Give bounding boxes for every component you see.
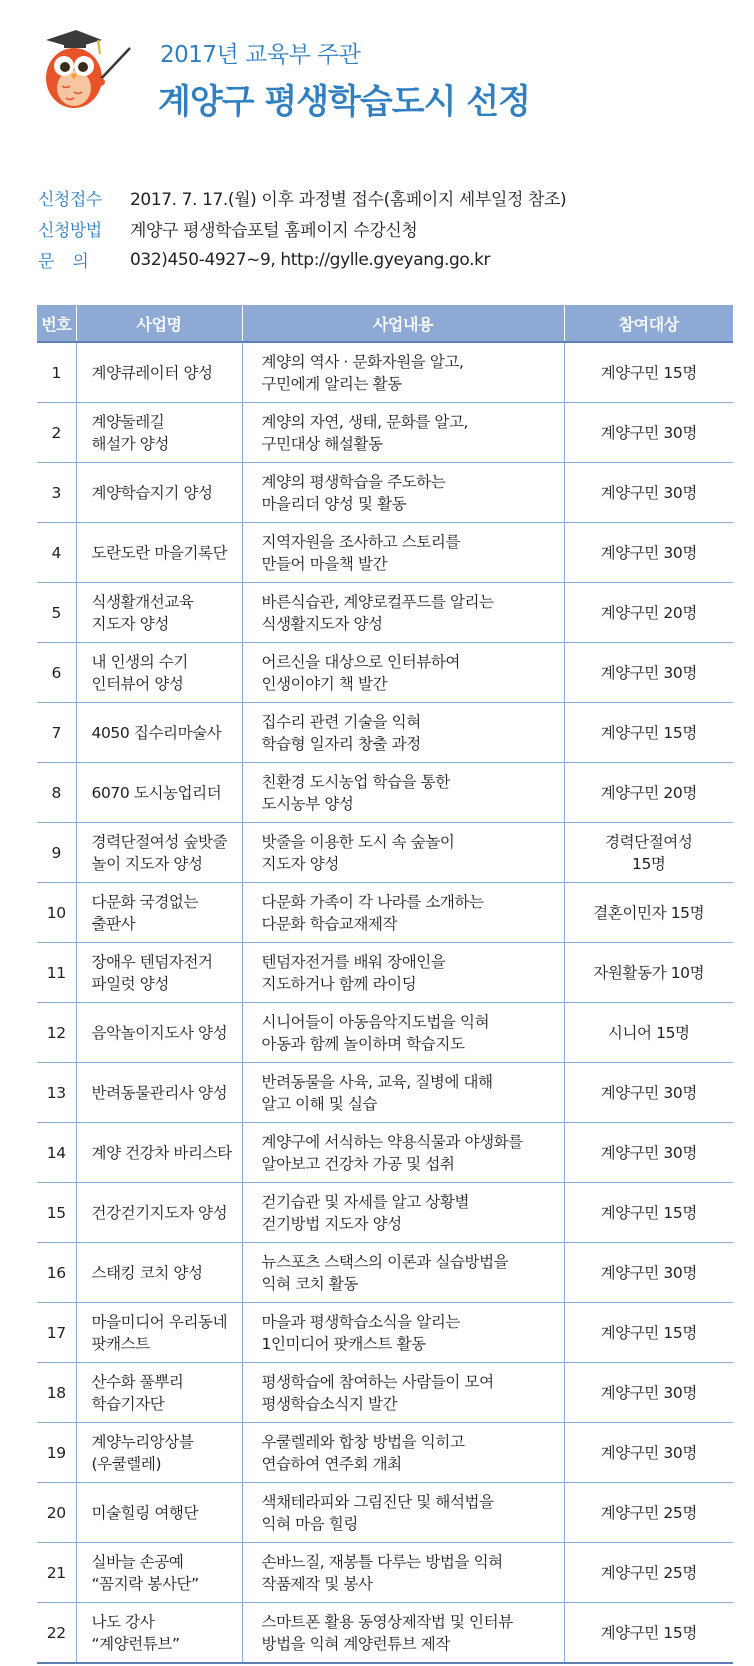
cell-number — [37, 523, 76, 583]
owl-mascot-icon — [36, 26, 136, 110]
cell-number-text: 13 — [46, 1083, 66, 1102]
cell-number-text: 10 — [46, 903, 66, 922]
cell-target-text: 계양구민 30명 — [600, 543, 697, 562]
cell-target — [564, 1363, 733, 1423]
cell-program-name — [76, 1063, 242, 1123]
cell-number-text: 1 — [51, 363, 61, 382]
cell-number-text: 5 — [51, 603, 61, 622]
cell-number — [37, 1303, 76, 1363]
table-row — [37, 342, 733, 403]
header-target: 참여대상 — [564, 305, 733, 342]
table-row — [37, 883, 733, 943]
cell-target-text: 계양구민 15명 — [600, 363, 697, 382]
cell-target-text: 계양구민 15명 — [600, 723, 697, 742]
cell-number-text: 22 — [46, 1623, 66, 1642]
cell-program-name — [76, 342, 242, 403]
cell-number-text: 18 — [46, 1383, 66, 1402]
cell-program-name-text: 내 인생의 수기 인터뷰어 양성 — [91, 652, 188, 693]
header-program-content: 사업내용 — [242, 305, 564, 342]
info-value: 032)450-4927~9, http://gylle.gyeyang.go.kr — [130, 249, 491, 270]
cell-number-text: 14 — [46, 1143, 66, 1162]
cell-program-name-text: 계양둘레길 해설가 양성 — [91, 412, 169, 453]
cell-number-text: 3 — [51, 483, 61, 502]
table-row — [37, 1603, 733, 1664]
cell-program-content — [242, 1123, 564, 1183]
cell-program-content-text: 손바느질, 재봉틀 다루는 방법을 익혀 작품제작 및 봉사 — [261, 1552, 503, 1593]
cell-program-name — [76, 883, 242, 943]
table-row — [37, 1423, 733, 1483]
cell-target — [564, 1423, 733, 1483]
header-number: 번호 — [37, 305, 76, 342]
cell-program-content — [242, 463, 564, 523]
cell-number — [37, 463, 76, 523]
table-row — [37, 1063, 733, 1123]
cell-program-content-text: 다문화 가족이 각 나라를 소개하는 다문화 학습교재제작 — [261, 892, 484, 933]
cell-program-name — [76, 523, 242, 583]
info-section — [38, 182, 566, 275]
cell-program-content — [242, 643, 564, 703]
cell-program-name — [76, 1003, 242, 1063]
cell-program-name — [76, 1603, 242, 1664]
cell-program-name-text: 도란도란 마을기록단 — [91, 543, 228, 562]
cell-number-text: 6 — [51, 663, 61, 682]
cell-program-content — [242, 583, 564, 643]
cell-number — [37, 703, 76, 763]
cell-number — [37, 1183, 76, 1243]
cell-program-name — [76, 1483, 242, 1543]
cell-number — [37, 643, 76, 703]
cell-program-content — [242, 1243, 564, 1303]
cell-program-name — [76, 763, 242, 823]
cell-program-name-text: 계양 건강차 바리스타 — [91, 1143, 232, 1162]
cell-program-content — [242, 1423, 564, 1483]
cell-target — [564, 1603, 733, 1664]
cell-target — [564, 1183, 733, 1243]
cell-target — [564, 342, 733, 403]
cell-program-content — [242, 403, 564, 463]
cell-program-name — [76, 1303, 242, 1363]
cell-program-content — [242, 1603, 564, 1664]
info-value: 계양구 평생학습포털 홈페이지 수강신청 — [130, 221, 418, 241]
cell-number — [37, 403, 76, 463]
info-row-apply-period — [38, 182, 566, 213]
cell-target-text: 결혼이민자 15명 — [593, 903, 705, 922]
cell-program-content — [242, 1363, 564, 1423]
cell-number-text: 12 — [46, 1023, 66, 1042]
cell-program-content — [242, 823, 564, 883]
cell-program-content-text: 걷기습관 및 자세를 알고 상황별 걷기방법 지도자 양성 — [261, 1192, 470, 1233]
cell-program-content-text: 반려동물을 사육, 교육, 질병에 대해 알고 이해 및 실습 — [261, 1072, 493, 1113]
cell-program-name-text: 건강걷기지도자 양성 — [91, 1203, 228, 1222]
info-label: 신청접수 — [38, 190, 102, 210]
cell-target-text: 경력단절여성 15명 — [605, 832, 693, 873]
cell-program-name-text: 실바늘 손공예 “꼼지락 봉사단” — [91, 1552, 199, 1593]
table-row — [37, 523, 733, 583]
cell-program-name-text: 미술힐링 여행단 — [91, 1503, 199, 1522]
cell-program-name-text: 식생활개선교육 지도자 양성 — [91, 592, 194, 633]
cell-target-text: 계양구민 30명 — [600, 1143, 697, 1162]
cell-number-text: 16 — [46, 1263, 66, 1282]
cell-number-text: 7 — [51, 723, 61, 742]
cell-target — [564, 703, 733, 763]
cell-target — [564, 1303, 733, 1363]
cell-number — [37, 1483, 76, 1543]
cell-program-content-text: 집수리 관련 기술을 익혀 학습형 일자리 창출 과정 — [261, 712, 421, 753]
cell-number-text: 9 — [51, 843, 61, 862]
cell-program-name — [76, 643, 242, 703]
table-row — [37, 643, 733, 703]
cell-target-text: 계양구민 15명 — [600, 1203, 697, 1222]
cell-program-content — [242, 342, 564, 403]
cell-program-name — [76, 403, 242, 463]
cell-target — [564, 1123, 733, 1183]
cell-program-content-text: 평생학습에 참여하는 사람들이 모여 평생학습소식지 발간 — [261, 1372, 494, 1413]
cell-program-content — [242, 883, 564, 943]
cell-program-content — [242, 1543, 564, 1603]
cell-program-name-text: 나도 강사 “계양런튜브” — [91, 1612, 180, 1653]
cell-target-text: 계양구민 30명 — [600, 1443, 697, 1462]
cell-target — [564, 1003, 733, 1063]
info-label: 신청방법 — [38, 221, 102, 241]
cell-program-name-text: 4050 집수리마술사 — [91, 723, 222, 742]
cell-target-text: 계양구민 30명 — [600, 1083, 697, 1102]
info-label: 문의 — [38, 252, 107, 272]
cell-program-content-text: 텐덤자전거를 배워 장애인을 지도하거나 함께 라이딩 — [261, 952, 446, 993]
page-subtitle: 2017년 교육부 주관 — [160, 42, 361, 68]
info-value: 2017. 7. 17.(월) 이후 과정별 접수(홈페이지 세부일정 참조) — [130, 190, 567, 210]
cell-program-name — [76, 583, 242, 643]
cell-program-name-text: 계양학습지기 양성 — [91, 483, 213, 502]
table-row — [37, 463, 733, 523]
cell-number — [37, 1603, 76, 1664]
table-row — [37, 1303, 733, 1363]
table-row — [37, 1123, 733, 1183]
cell-target — [564, 883, 733, 943]
cell-number-text: 8 — [51, 783, 61, 802]
cell-program-content — [242, 523, 564, 583]
table-row — [37, 583, 733, 643]
cell-program-content-text: 계양의 평생학습을 주도하는 마을리더 양성 및 활동 — [261, 472, 446, 513]
table-row — [37, 1243, 733, 1303]
table-header-row — [37, 305, 733, 342]
cell-target-text: 계양구민 30명 — [600, 1383, 697, 1402]
cell-program-content — [242, 703, 564, 763]
cell-program-name-text: 경력단절여성 숲밧줄 놀이 지도자 양성 — [91, 832, 228, 873]
cell-target-text: 계양구민 15명 — [600, 1323, 697, 1342]
table-row — [37, 403, 733, 463]
cell-target-text: 계양구민 30명 — [600, 663, 697, 682]
cell-program-name — [76, 1543, 242, 1603]
cell-number-text: 2 — [51, 423, 61, 442]
cell-program-name — [76, 463, 242, 523]
table-row — [37, 943, 733, 1003]
table-row — [37, 823, 733, 883]
program-table — [37, 305, 733, 1664]
table-row — [37, 1363, 733, 1423]
cell-program-name — [76, 1183, 242, 1243]
cell-program-content-text: 계양의 역사 · 문화자원을 알고, 구민에게 알리는 활동 — [261, 352, 464, 393]
cell-target — [564, 523, 733, 583]
cell-program-name-text: 6070 도시농업리더 — [91, 783, 222, 802]
cell-target — [564, 1543, 733, 1603]
cell-program-content — [242, 1483, 564, 1543]
cell-program-name — [76, 703, 242, 763]
cell-number — [37, 883, 76, 943]
cell-program-content — [242, 1183, 564, 1243]
cell-target — [564, 643, 733, 703]
cell-number-text: 20 — [46, 1503, 66, 1522]
cell-target-text: 계양구민 20명 — [600, 603, 697, 622]
cell-target — [564, 823, 733, 883]
cell-program-name-text: 장애우 텐덤자전거 파일럿 양성 — [91, 952, 213, 993]
cell-program-name-text: 다문화 국경없는 출판사 — [91, 892, 199, 933]
cell-program-content-text: 계양구에 서식하는 약용식물과 야생화를 알아보고 건강차 가공 및 섭취 — [261, 1132, 523, 1173]
cell-number-text: 19 — [46, 1443, 66, 1462]
cell-program-name — [76, 1243, 242, 1303]
header-program-name: 사업명 — [76, 305, 242, 342]
page-title: 계양구 평생학습도시 선정 — [158, 82, 530, 122]
cell-program-content-text: 밧줄을 이용한 도시 속 숲놀이 지도자 양성 — [261, 832, 455, 873]
table-row — [37, 763, 733, 823]
cell-program-content — [242, 763, 564, 823]
cell-target-text: 계양구민 25명 — [600, 1503, 697, 1522]
cell-number — [37, 1243, 76, 1303]
cell-number — [37, 1543, 76, 1603]
cell-target — [564, 463, 733, 523]
cell-program-content-text: 시니어들이 아동음악지도법을 익혀 아동과 함께 놀이하며 학습지도 — [261, 1012, 490, 1053]
cell-target-text: 계양구민 30명 — [600, 423, 697, 442]
cell-target-text: 계양구민 15명 — [600, 1623, 697, 1642]
cell-program-name-text: 마을미디어 우리동네 팟캐스트 — [91, 1312, 228, 1353]
cell-program-content-text: 지역자원을 조사하고 스토리를 만들어 마을책 발간 — [261, 532, 461, 573]
cell-program-name — [76, 823, 242, 883]
cell-program-content — [242, 1003, 564, 1063]
table-row — [37, 1483, 733, 1543]
cell-target-text: 시니어 15명 — [607, 1023, 690, 1042]
cell-target — [564, 943, 733, 1003]
cell-target — [564, 1243, 733, 1303]
cell-number — [37, 1363, 76, 1423]
cell-program-name — [76, 943, 242, 1003]
cell-program-content-text: 색채테라피와 그림진단 및 해석법을 익혀 마음 힐링 — [261, 1492, 494, 1533]
cell-program-name-text: 반려동물관리사 양성 — [91, 1083, 228, 1102]
cell-number — [37, 1123, 76, 1183]
cell-number — [37, 1003, 76, 1063]
cell-target-text: 자원활동가 10명 — [593, 963, 705, 982]
cell-program-name — [76, 1123, 242, 1183]
cell-target — [564, 583, 733, 643]
cell-program-name-text: 계양큐레이터 양성 — [91, 363, 213, 382]
cell-target — [564, 1063, 733, 1123]
cell-number — [37, 823, 76, 883]
cell-target-text: 계양구민 25명 — [600, 1563, 697, 1582]
cell-program-name-text: 스태킹 코치 양성 — [91, 1263, 203, 1282]
cell-number — [37, 583, 76, 643]
cell-program-content — [242, 943, 564, 1003]
cell-program-content-text: 어르신을 대상으로 인터뷰하여 인생이야기 책 발간 — [261, 652, 461, 693]
cell-number-text: 11 — [46, 963, 66, 982]
cell-program-content — [242, 1303, 564, 1363]
cell-target — [564, 403, 733, 463]
cell-program-name — [76, 1363, 242, 1423]
cell-program-content-text: 계양의 자연, 생태, 문화를 알고, 구민대상 해설활동 — [261, 412, 469, 453]
cell-number — [37, 1063, 76, 1123]
cell-target-text: 계양구민 30명 — [600, 483, 697, 502]
cell-number-text: 4 — [51, 543, 61, 562]
cell-program-name — [76, 1423, 242, 1483]
cell-program-content-text: 바른식습관, 계양로컬푸드를 알리는 식생활지도자 양성 — [261, 592, 494, 633]
cell-target — [564, 1483, 733, 1543]
cell-program-name-text: 음악놀이지도사 양성 — [91, 1023, 228, 1042]
info-row-contact — [38, 244, 566, 275]
table-row — [37, 703, 733, 763]
cell-number-text: 21 — [46, 1563, 66, 1582]
cell-program-name-text: 계양누리앙상블 (우쿨렐레) — [91, 1432, 194, 1473]
cell-number — [37, 342, 76, 403]
cell-number-text: 15 — [46, 1203, 66, 1222]
cell-program-name-text: 산수화 풀뿌리 학습기자단 — [91, 1372, 184, 1413]
cell-target-text: 계양구민 20명 — [600, 783, 697, 802]
cell-program-content-text: 친환경 도시농업 학습을 통한 도시농부 양성 — [261, 772, 450, 813]
cell-target-text: 계양구민 30명 — [600, 1263, 697, 1282]
table-row — [37, 1003, 733, 1063]
cell-program-content-text: 우쿨렐레와 합창 방법을 익히고 연습하여 연주회 개최 — [261, 1432, 465, 1473]
cell-program-content-text: 뉴스포츠 스택스의 이론과 실습방법을 익혀 코치 활동 — [261, 1252, 509, 1293]
cell-number — [37, 1423, 76, 1483]
cell-target — [564, 763, 733, 823]
cell-program-content-text: 스마트폰 활용 동영상제작법 및 인터뷰 방법을 익혀 계양런튜브 제작 — [261, 1612, 513, 1653]
cell-number-text: 17 — [46, 1323, 66, 1342]
cell-number — [37, 943, 76, 1003]
table-row — [37, 1543, 733, 1603]
info-row-apply-method — [38, 213, 566, 244]
cell-number — [37, 763, 76, 823]
table-row — [37, 1183, 733, 1243]
cell-program-content — [242, 1063, 564, 1123]
cell-program-content-text: 마을과 평생학습소식을 알리는 1인미디어 팟캐스트 활동 — [261, 1312, 461, 1353]
